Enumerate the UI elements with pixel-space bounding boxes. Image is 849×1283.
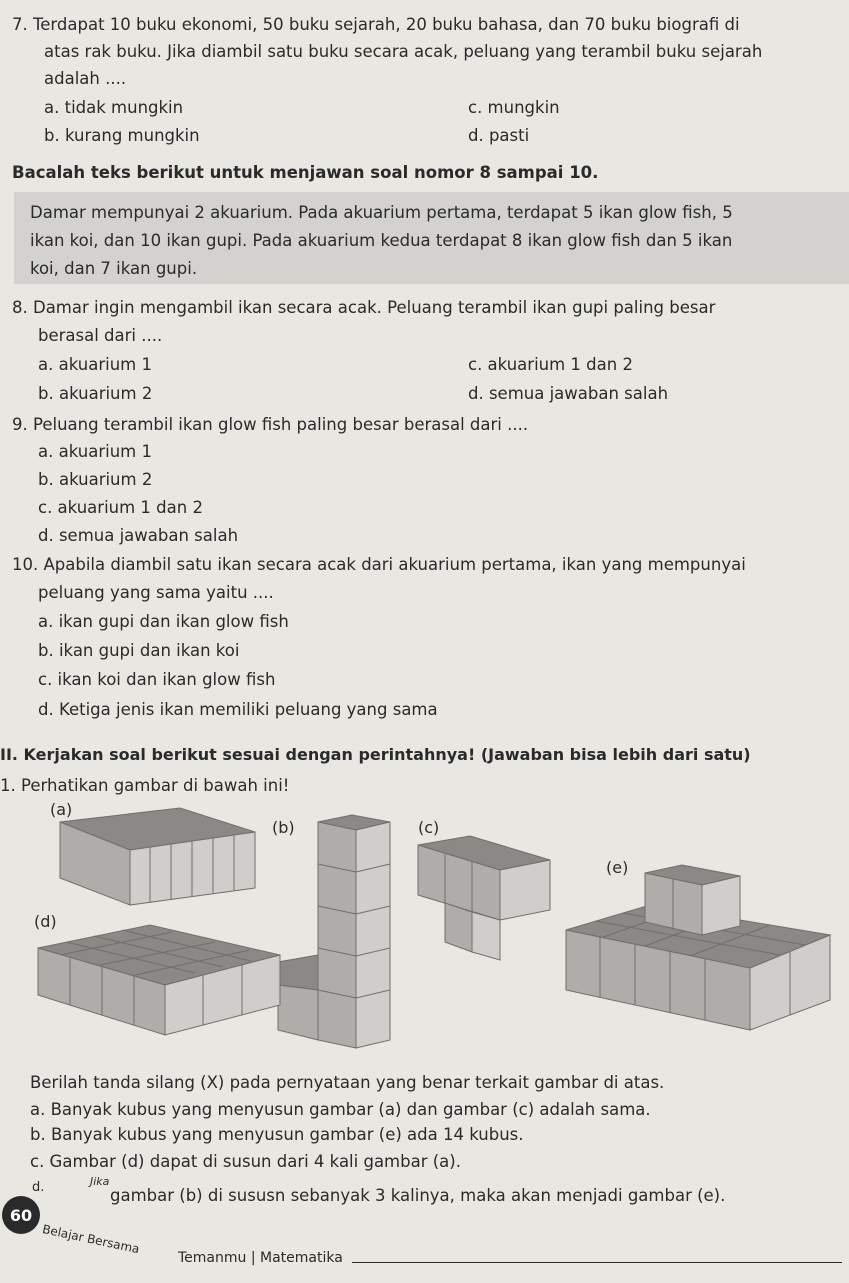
q10-line-1: 10. Apabila diambil satu ikan secara acak dari akuarium pertama, ikan yang mempunyai — [12, 555, 746, 574]
q10-option-d[interactable]: d. Ketiga jenis ikan memiliki peluang yang sama — [38, 700, 438, 719]
q9-line-1: 9. Peluang terambil ikan glow fish paling besar berasal dari .... — [12, 415, 529, 434]
q7-option-a[interactable]: a. tidak mungkin — [44, 98, 184, 117]
q8-line-1: 8. Damar ingin mengambil ikan secara acak. Peluang terambil ikan gupi paling besar — [12, 298, 716, 317]
q7-line-2: atas rak buku. Jika diambil satu buku secara acak, peluang yang terambil buku sejarah — [44, 42, 763, 61]
q7-option-b[interactable]: b. kurang mungkin — [44, 126, 200, 145]
passage-line-3: koi, dan 7 ikan gupi. — [30, 259, 198, 278]
q7-option-d[interactable]: d. pasti — [468, 126, 530, 145]
figure-c-label: (c) — [418, 818, 440, 837]
q8-option-c[interactable]: c. akuarium 1 dan 2 — [468, 355, 633, 374]
tf-statement-d[interactable]: gambar (b) di sususn sebanyak 3 kalinya, maka akan menjadi gambar (e). — [110, 1186, 726, 1205]
figure-b-label: (b) — [272, 818, 295, 837]
q9-option-a[interactable]: a. akuarium 1 — [38, 442, 152, 461]
tf-statement-a[interactable]: a. Banyak kubus yang menyusun gambar (a) dan gambar (c) adalah sama. — [30, 1100, 651, 1119]
section-2-title: II. Kerjakan soal berikut sesuai dengan perintahnya! (Jawaban bisa lebih dari satu) — [0, 745, 751, 764]
q7-line-1: 7. Terdapat 10 buku ekonomi, 50 buku sejarah, 20 buku bahasa, dan 70 buku biografi di — [12, 15, 740, 34]
tf-statement-d-handwritten: Jika — [90, 1175, 110, 1188]
q7-option-c[interactable]: c. mungkin — [468, 98, 560, 117]
figure-e-label: (e) — [606, 858, 629, 877]
tf-statement-b[interactable]: b. Banyak kubus yang menyusun gambar (e) ada 14 kubus. — [30, 1125, 524, 1144]
figure-a-label: (a) — [50, 800, 73, 819]
tf-statement-c[interactable]: c. Gambar (d) dapat di susun dari 4 kali gambar (a). — [30, 1152, 461, 1171]
q10-option-b[interactable]: b. ikan gupi dan ikan koi — [38, 641, 240, 660]
tf-intro: Berilah tanda silang (X) pada pernyataan yang benar terkait gambar di atas. — [30, 1073, 665, 1092]
q8-option-b[interactable]: b. akuarium 2 — [38, 384, 153, 403]
passage-line-1: Damar mempunyai 2 akuarium. Pada akuarium pertama, terdapat 5 ikan glow fish, 5 — [30, 203, 733, 222]
section-2-q1: 1. Perhatikan gambar di bawah ini! — [0, 776, 290, 795]
footer-subtitle: Temanmu | Matematika — [178, 1250, 343, 1266]
figure-d-label: (d) — [34, 912, 57, 931]
q8-option-d[interactable]: d. semua jawaban salah — [468, 384, 669, 403]
q9-option-c[interactable]: c. akuarium 1 dan 2 — [38, 498, 203, 517]
q10-option-a[interactable]: a. ikan gupi dan ikan glow fish — [38, 612, 289, 631]
passage-line-2: ikan koi, dan 10 ikan gupi. Pada akuarium kedua terdapat 8 ikan glow fish dan 5 ikan — [30, 231, 733, 250]
figure-d-shape — [38, 925, 280, 1035]
figure-c-shape — [418, 836, 550, 960]
footer-book-title: Belajar Bersama — [41, 1222, 141, 1257]
q10-option-c[interactable]: c. ikan koi dan ikan glow fish — [38, 670, 276, 689]
figure-b-shape — [278, 815, 390, 1048]
instruction-text: Bacalah teks berikut untuk menjawan soal nomor 8 sampai 10. — [12, 163, 599, 182]
q8-line-2: berasal dari .... — [38, 326, 163, 345]
figure-e-shape — [566, 865, 830, 1030]
page-number-badge: 60 — [2, 1196, 40, 1234]
q9-option-d[interactable]: d. semua jawaban salah — [38, 526, 239, 545]
q7-line-3: adalah .... — [44, 69, 127, 88]
tf-statement-d-marker: d. — [32, 1180, 45, 1195]
q10-line-2: peluang yang sama yaitu .... — [38, 583, 274, 602]
q9-option-b[interactable]: b. akuarium 2 — [38, 470, 153, 489]
q8-option-a[interactable]: a. akuarium 1 — [38, 355, 152, 374]
footer-rule — [352, 1262, 842, 1263]
figure-a-shape — [60, 808, 255, 905]
